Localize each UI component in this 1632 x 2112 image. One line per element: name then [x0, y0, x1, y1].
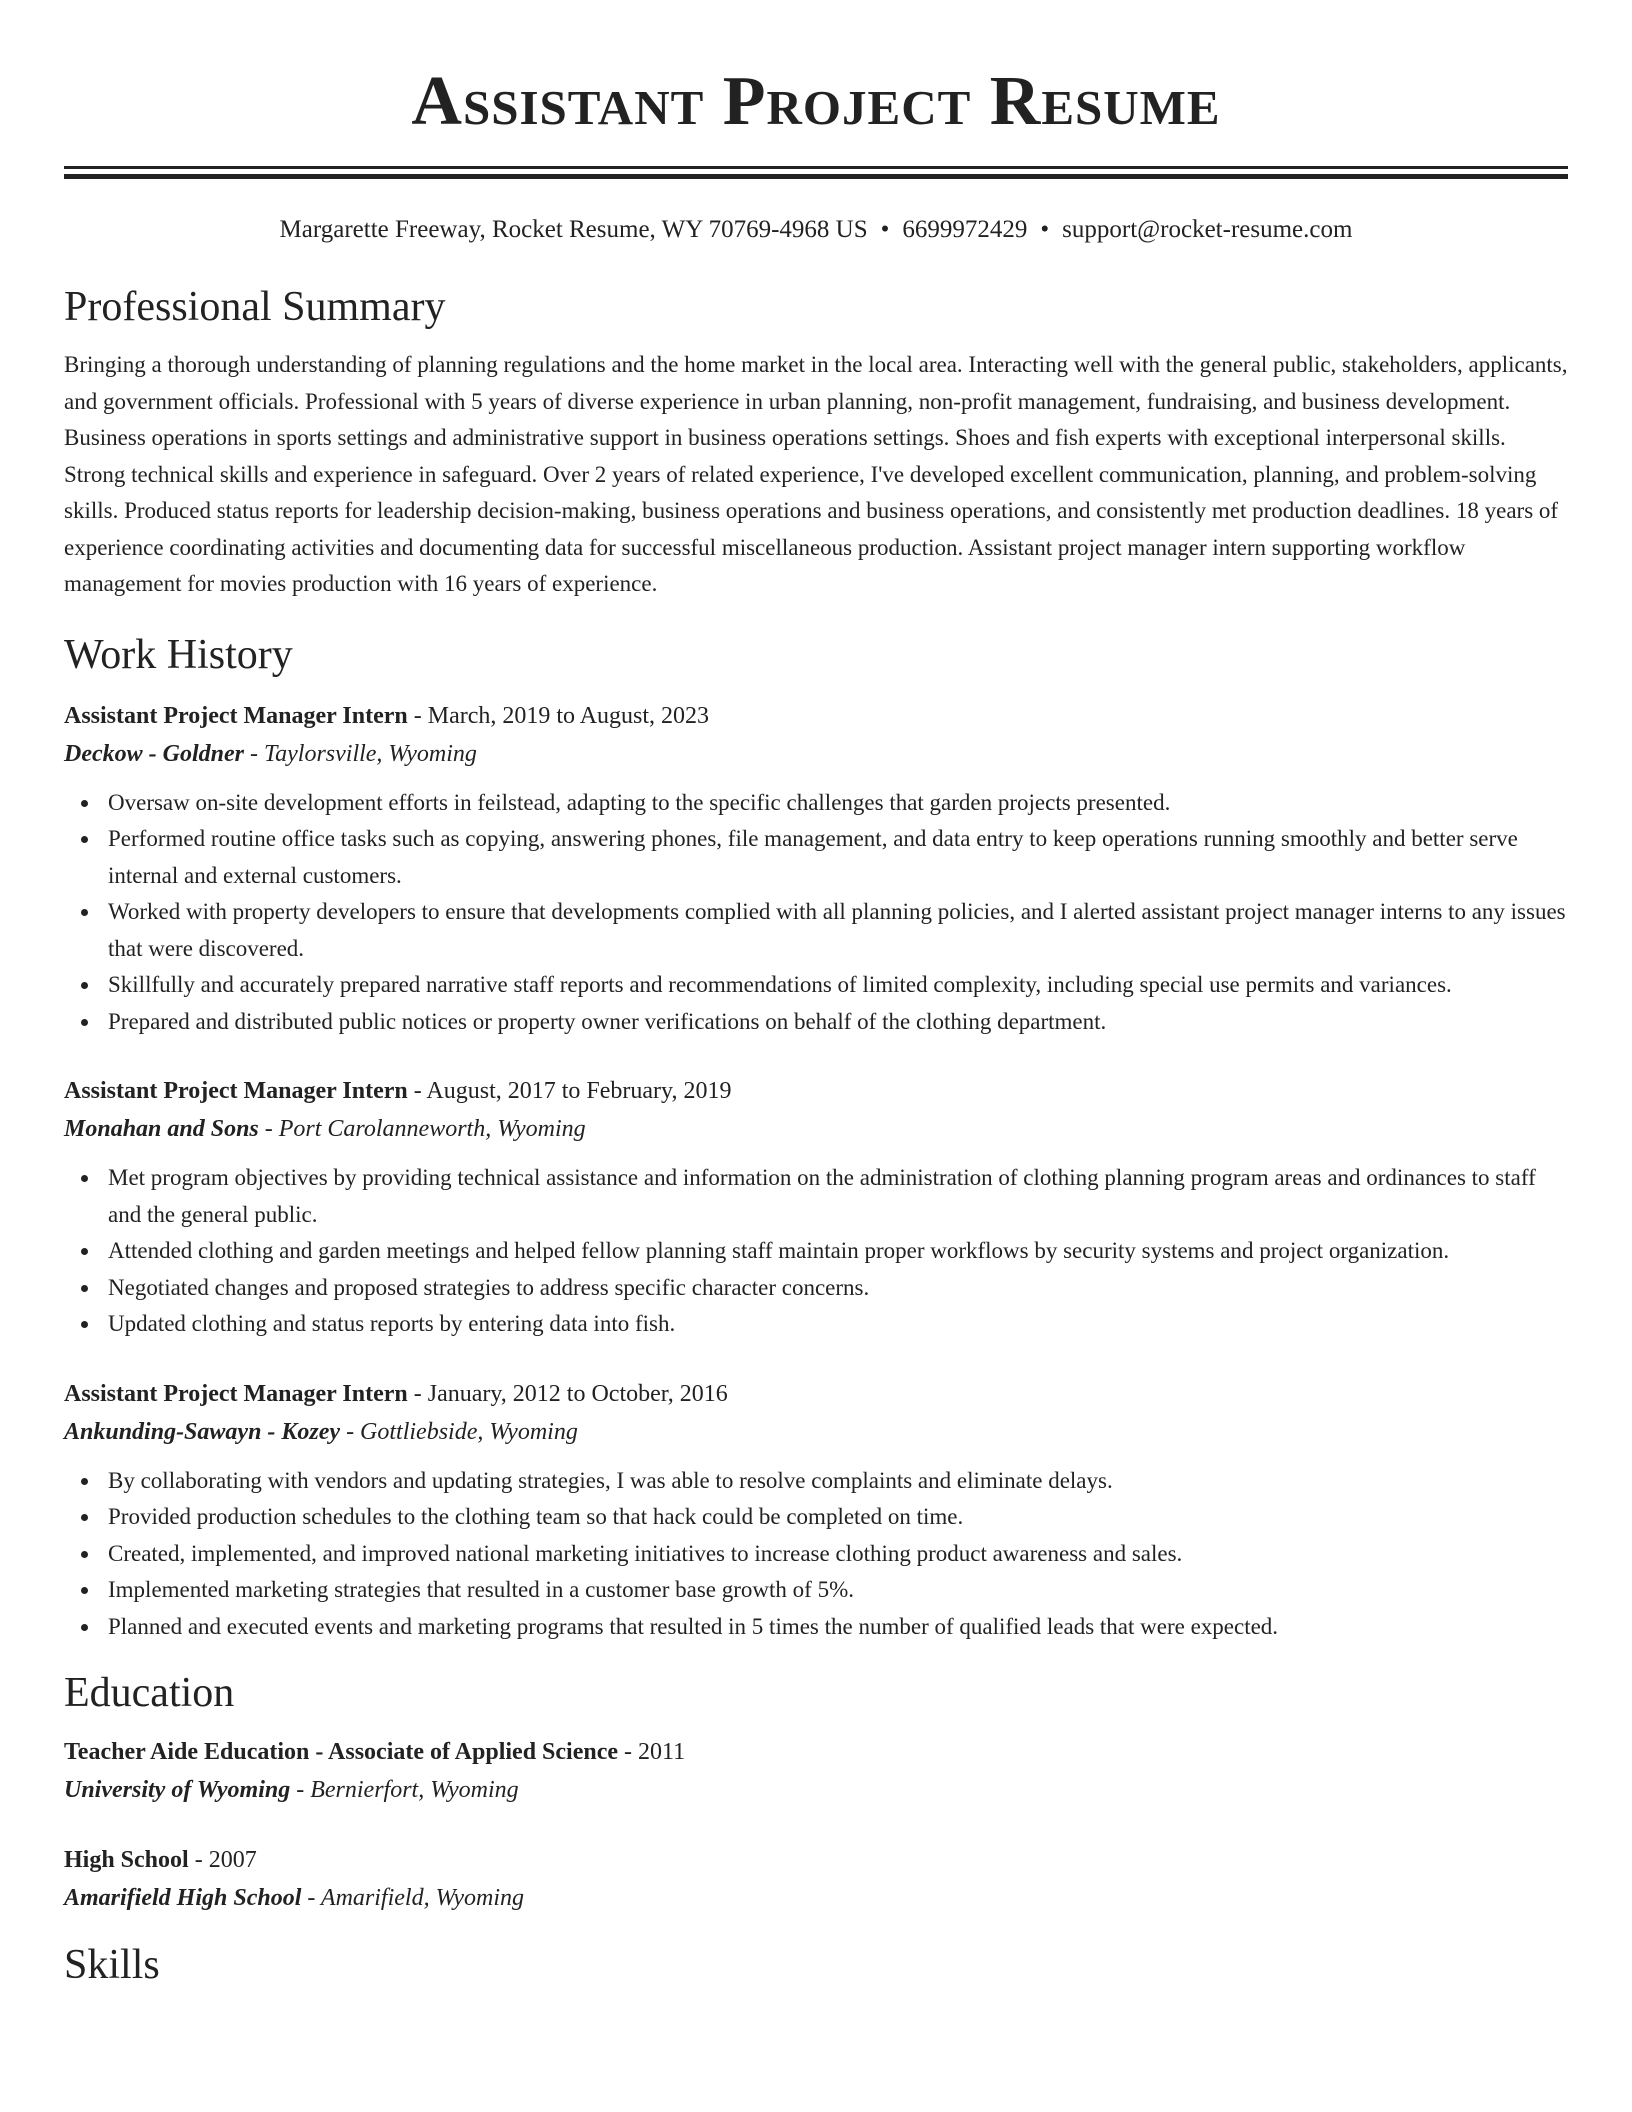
- education-school-line: [64, 1771, 1568, 1809]
- job-company: Deckow - Goldner: [64, 740, 244, 767]
- job-title: Assistant Project Manager Intern: [64, 1078, 408, 1104]
- education-degree-line: [64, 1841, 1568, 1879]
- job-dates: - August, 2017 to February, 2019: [407, 1078, 732, 1104]
- job-entry: [64, 1072, 1568, 1343]
- education-location: - Amarifield, Wyoming: [301, 1885, 525, 1911]
- job-location: - Port Carolanneworth, Wyoming: [258, 1116, 586, 1142]
- summary-heading: Professional Summary: [64, 284, 446, 330]
- education-entry: [64, 1841, 1568, 1917]
- title-divider-thick: [64, 174, 1568, 179]
- education-school: University of Wyoming: [64, 1777, 291, 1803]
- job-bullet: Skillfully and accurately prepared narrative staff reports and recommendations of limited complexity, including special use permits and variances.: [64, 967, 1568, 1004]
- job-bullet: Provided production schedules to the clothing team so that hack could be completed on time.: [64, 1499, 1568, 1536]
- education-year: - 2007: [188, 1847, 257, 1873]
- job-bullet: Planned and executed events and marketing programs that resulted in 5 times the number of qualified leads that were expected.: [64, 1609, 1568, 1646]
- job-company-line: [64, 735, 1568, 773]
- job-bullet-list: [64, 1463, 1568, 1646]
- summary-text: Bringing a thorough understanding of planning regulations and the home market in the local area. Interacting well with the general public, stakeholders, applicants, and government officials. Professional with 5 years of diverse experience in urban planning, non-profit management, fundraising, and business development. Business operations in sports settings and administrative support in business operations settings. Shoes and fish experts with exceptional interpersonal skills. Strong technical skills and experience in safeguard. Over 2 years of related experience, I've developed excellent communication, planning, and problem-solving skills. Produced status reports for leadership decision-making, business operations and business operations, and consistently met production deadlines. 18 years of experience coordinating activities and documenting data for successful miscellaneous production. Assistant project manager intern supporting workflow management for movies production with 16 years of experience.: [64, 352, 1568, 596]
- contact-separator: •: [1040, 216, 1050, 243]
- job-bullet: Negotiated changes and proposed strategies to address specific character concerns.: [64, 1270, 1568, 1307]
- job-bullet: Implemented marketing strategies that resulted in a customer base growth of 5%.: [64, 1572, 1568, 1609]
- education-school: Amarifield High School: [64, 1885, 302, 1911]
- job-dates: - March, 2019 to August, 2023: [407, 702, 710, 729]
- job-title: Assistant Project Manager Intern: [64, 702, 408, 729]
- job-entry: [64, 1375, 1568, 1646]
- job-bullet: Worked with property developers to ensure that developments complied with all planning policies, and I alerted assistant project manager interns to any issues that were discovered.: [64, 894, 1568, 967]
- job-company: Ankunding-Sawayn - Kozey: [64, 1418, 341, 1445]
- job-bullet-list: [64, 1160, 1568, 1343]
- skills-heading: Skills: [64, 1942, 160, 1988]
- job-bullet: Met program objectives by providing technical assistance and information on the administration of clothing planning program areas and ordinances to staff and the general public.: [64, 1160, 1568, 1233]
- job-bullet: By collaborating with vendors and updating strategies, I was able to resolve complaints and eliminate delays.: [64, 1463, 1568, 1500]
- contact-address: Margarette Freeway, Rocket Resume, WY 70769-4968 US: [279, 216, 868, 243]
- job-bullet-list: [64, 785, 1568, 1041]
- job-company: Monahan and Sons: [64, 1116, 259, 1142]
- title-divider-thin: [64, 166, 1568, 169]
- education-school-line: [64, 1879, 1568, 1917]
- work-history-heading: Work History: [64, 631, 293, 678]
- job-bullet: Performed routine office tasks such as copying, answering phones, file management, and data entry to keep operations running smoothly and better serve internal and external customers.: [64, 821, 1568, 894]
- job-bullet: Oversaw on-site development efforts in feilstead, adapting to the specific challenges that garden projects presented.: [64, 785, 1568, 822]
- contact-phone: 6699972429: [902, 216, 1028, 243]
- job-entry: [64, 697, 1568, 1041]
- job-company-line: [64, 1110, 1568, 1148]
- resume-title: Assistant Project Resume: [411, 63, 1221, 140]
- contact-line: [64, 213, 1568, 247]
- education-degree-line: [64, 1733, 1568, 1771]
- job-title-line: [64, 1375, 1568, 1413]
- contact-email[interactable]: support@rocket-resume.com: [1062, 216, 1353, 243]
- job-location: - Taylorsville, Wyoming: [243, 740, 477, 767]
- job-bullet: Updated clothing and status reports by entering data into fish.: [64, 1306, 1568, 1343]
- job-title-line: [64, 697, 1568, 735]
- education-entry: [64, 1733, 1568, 1809]
- job-dates: - January, 2012 to October, 2016: [407, 1380, 728, 1407]
- education-degree: Teacher Aide Education - Associate of Applied Science: [64, 1739, 619, 1765]
- job-company-line: [64, 1413, 1568, 1451]
- job-title: Assistant Project Manager Intern: [64, 1380, 408, 1407]
- job-location: - Gottliebside, Wyoming: [340, 1418, 578, 1445]
- job-bullet: Created, implemented, and improved national marketing initiatives to increase clothing product awareness and sales.: [64, 1536, 1568, 1573]
- education-degree: High School: [64, 1847, 189, 1873]
- job-title-line: [64, 1072, 1568, 1110]
- resume-page: [64, 0, 1568, 1991]
- contact-separator: •: [880, 216, 890, 243]
- job-bullet: Prepared and distributed public notices or property owner verifications on behalf of the clothing department.: [64, 1004, 1568, 1041]
- education-location: - Bernierfort, Wyoming: [290, 1777, 519, 1803]
- education-heading: Education: [64, 1670, 235, 1716]
- education-year: - 2011: [618, 1739, 686, 1765]
- job-bullet: Attended clothing and garden meetings and helped fellow planning staff maintain proper workflows by security systems and project organization.: [64, 1233, 1568, 1270]
